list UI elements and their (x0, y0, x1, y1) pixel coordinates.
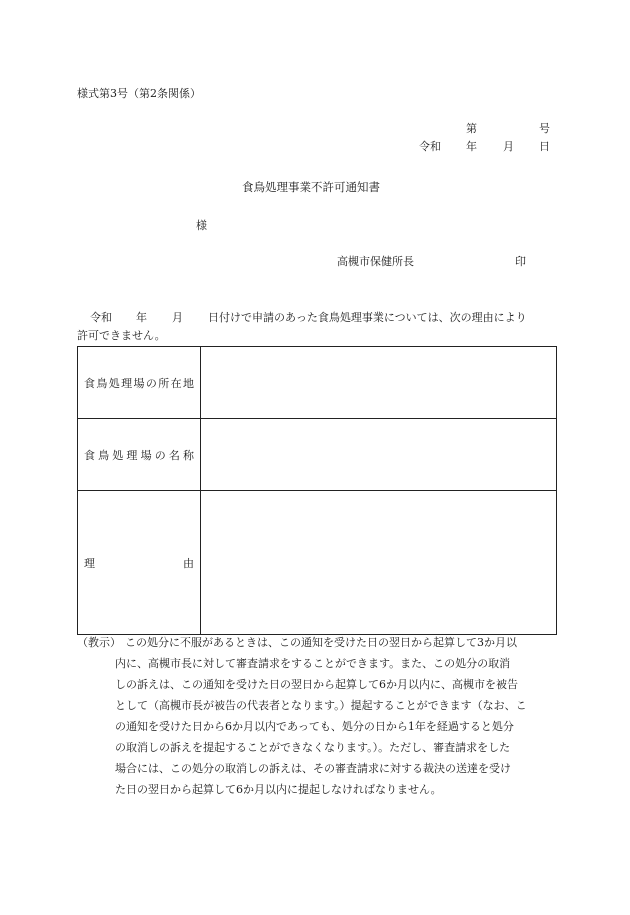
date-month: 月 (503, 140, 514, 153)
form-number: 様式第3号（第2条関係） (77, 87, 201, 100)
doc-no-suffix: 号 (539, 122, 550, 135)
facility-name-label: 食鳥処理場の名称 (84, 448, 194, 462)
location-label: 食鳥処理場の所在地 (84, 376, 194, 390)
body-year: 年 (136, 311, 147, 324)
notice-line: の通知を受けた日から6か月以内であっても、処分の日から1年を経過すると処分 (115, 720, 514, 733)
body-month: 月 (172, 311, 183, 324)
reason-value[interactable] (201, 491, 557, 635)
notice-line: として（高槻市長が被告の代表者となります。）提起することができます（なお、こ (115, 699, 527, 712)
date-era: 令和 (419, 140, 441, 153)
notice-line: 場合には、この処分の取消しの訴えは、その審査請求に対する裁決の送達を受け (115, 762, 511, 775)
doc-no-prefix: 第 (466, 122, 477, 135)
notice-line: 内に、高槻市長に対して審査請求をすることができます。また、この処分の取消 (115, 657, 511, 670)
reason-label: 理由 (84, 556, 194, 570)
body-era: 令和 (90, 311, 112, 324)
date-day: 日 (539, 140, 550, 153)
document-title: 食鳥処理事業不許可通知書 (242, 180, 380, 194)
facility-name-label-cell (78, 419, 201, 491)
body-text-line1: 日付けで申請のあった食鳥処理事業については、次の理由により (208, 311, 527, 324)
location-value[interactable] (201, 347, 557, 419)
body-text-line2: 許可できません。 (77, 329, 166, 342)
facility-name-value[interactable] (201, 419, 557, 491)
notice-line: この処分に不服があるときは、この通知を受けた日の翌日から起算して3か月以 (125, 636, 517, 649)
notice-line: た日の翌日から起算して6か月以内に提起しなければなりません。 (115, 783, 442, 796)
reason-label-cell (78, 491, 201, 635)
notice-line: しの訴えは、この通知を受けた日の翌日から起算して6か月以内に、高槻市を被告 (115, 678, 518, 691)
table-row (78, 419, 557, 491)
issuer-name: 高槻市保健所長 (337, 255, 414, 268)
date-year: 年 (466, 140, 477, 153)
table-row (78, 347, 557, 419)
notice-line: の取消しの訴えを提起することができなくなります。）。ただし、審査請求をした (115, 741, 511, 754)
location-label-cell (78, 347, 201, 419)
notice-label: （教示） (77, 636, 121, 649)
seal-mark: 印 (515, 255, 526, 268)
table-row (78, 491, 557, 635)
info-table (77, 346, 557, 635)
addressee-suffix: 様 (196, 219, 207, 232)
